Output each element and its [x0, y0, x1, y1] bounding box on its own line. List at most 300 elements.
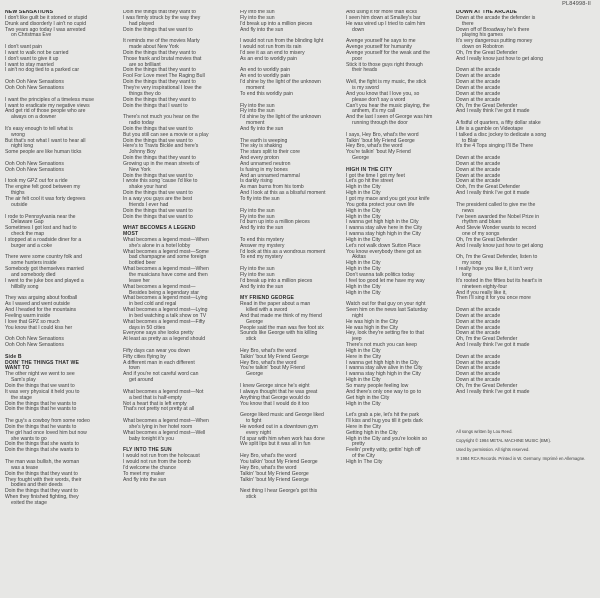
- lyric-line: Fool For Love meet The Raging Bull: [123, 73, 205, 80]
- lyric-line: Down at the arcade: [456, 155, 501, 162]
- lyric-line: I want the principles of a timeless muse: [5, 96, 94, 103]
- lyric-line-continued: jeep: [352, 336, 362, 343]
- lyric-line: Doin the things that he wants to: [5, 400, 77, 407]
- lyric-line-continued: some hunters inside: [11, 260, 57, 267]
- lyric-line: High in the City: [346, 400, 381, 407]
- lyric-line-continued: killed with a sword: [246, 307, 288, 314]
- lyric-line-continued: there: [462, 20, 474, 27]
- lyric-line: It's the 4 Tops singing I'll Be There: [456, 143, 534, 150]
- lyric-line-continued: stick: [246, 494, 257, 501]
- lyric-line: Doin the things that she wants to: [5, 447, 79, 454]
- lyric-line-continued: bodies and their deeds: [11, 482, 63, 489]
- lyric-line: Oh, I'm the Great Defender: [456, 102, 518, 109]
- catalog-number: PL84998-II: [562, 1, 591, 7]
- lyric-line: Some people are like human ticks: [5, 149, 82, 156]
- lyric-line: To end this mystery: [240, 236, 284, 243]
- lyric-line: Ooh Ooh New Sensations: [5, 79, 64, 86]
- lyric-line-continued: was a tease: [11, 464, 39, 471]
- lyric-line: I wanna stay alive alive in the City: [346, 365, 423, 372]
- lyric-line: I knew George since he's eight: [240, 383, 310, 389]
- lyric-line: High in the City: [346, 184, 381, 191]
- lyric-line-continued: bad champagne and some foreign: [129, 254, 207, 261]
- lyric-line: Oh, I'm the Great Defender, listen to: [456, 254, 538, 261]
- lyric-line: They're very inspirational I love the: [123, 84, 202, 91]
- lyric-line: Hey Bro, what's the word: [240, 359, 297, 366]
- lyric-line: Can't you hear the music playing, the: [346, 102, 430, 109]
- lyric-line: And fly into the sun: [240, 225, 284, 232]
- lyric-line: Those frank and brutal movies that: [123, 55, 202, 62]
- lyric-line: I got my mace and you got your knife: [346, 196, 430, 202]
- lyric-line-continued: night: [352, 312, 364, 319]
- lyric-line: The man was bullish, the woman: [5, 458, 80, 465]
- lyric-line: I want to walk not be carried: [5, 49, 69, 56]
- lyric-line-continued: one of my songs: [462, 231, 500, 238]
- lyric-line: An end to worldly pain: [240, 73, 291, 80]
- lyric-line-continued: anthem, it's my call: [352, 108, 396, 115]
- song-title: NEW SENSATIONS: [5, 10, 54, 15]
- lyric-line: Anything that George would do: [240, 394, 310, 401]
- lyric-line-continued: exited the stage: [11, 499, 47, 506]
- lyric-line-continued: to Blair: [462, 137, 478, 144]
- lyric-line: Fly into the sun: [240, 207, 275, 214]
- lyric-line: And fly into the sun: [123, 476, 167, 483]
- lyric-line: Down off of Broadway he's there: [456, 26, 530, 33]
- lyric-line-continued: thighs: [11, 190, 25, 197]
- lyric-line-continued: are so brilliant: [129, 61, 161, 68]
- lyric-line-continued: down: [352, 26, 365, 33]
- lyric-line: I would not run from its rain: [240, 44, 302, 51]
- lyric-line: There were some country folk and: [5, 254, 83, 261]
- lyric-line: Read in the paper about a man: [240, 301, 311, 308]
- lyric-line: I'd see it as an end to misery: [240, 49, 305, 56]
- lyric-line: I wanna get high high in the City: [346, 359, 419, 366]
- lyric-line-continued: and somebody died: [11, 271, 56, 278]
- lyric-line: I'll kiss and hug you till it gets dark: [346, 418, 423, 425]
- lyric-line: Doin the things that I want to: [123, 102, 188, 109]
- lyric-line: Down at the arcade: [456, 73, 501, 80]
- lyric-line: Down at the arcade: [456, 67, 501, 74]
- lyric-line: Life is a gamble on Videotape: [456, 125, 524, 132]
- credit-line: All songs written by Lou Reed.: [456, 428, 513, 434]
- lyric-line: Doin the things that they want to: [123, 67, 196, 74]
- lyric-line: And an unnamed mammal: [240, 172, 300, 179]
- lyric-line: Two years ago today I was arrested: [5, 26, 86, 33]
- lyric-line: And if you're not careful word can: [123, 371, 199, 378]
- lyric-line: Down at the arcade: [456, 359, 501, 366]
- lyric-line-continued: playing his games: [462, 32, 503, 39]
- lyric-line: And get rid of those people who are: [5, 108, 86, 115]
- lyric-line: And unnamed neutron: [240, 160, 291, 167]
- lyric-line: Talkin' 'bout My Friend George: [240, 353, 309, 360]
- lyric-line: And I really know just how to get along: [456, 55, 543, 62]
- lyric-line: Everyone says she looks pretty: [123, 330, 194, 337]
- lyric-line: And fly into the sun: [240, 283, 284, 290]
- lyric-line-continued: George: [352, 155, 369, 162]
- lyric-line: Down at the arcade: [456, 90, 501, 97]
- lyric-line: Down at the arcade: [456, 79, 501, 86]
- lyric-line: You talkin' 'bout My Friend George: [240, 458, 318, 465]
- lyric-line-continued: Besides being a legendary star: [129, 289, 199, 296]
- lyric-line-continued: radio today: [129, 120, 155, 127]
- lyric-line: High in the City: [346, 347, 381, 354]
- lyric-line: High in the City and you're lookin so: [346, 435, 428, 442]
- lyric-line: Stick it to those guys right through: [346, 61, 423, 68]
- lyric-line: Talkin' 'bout My Friend George: [240, 470, 309, 477]
- lyric-line: High in the City: [346, 283, 381, 290]
- lyric-line: I wanna stay high high in the City: [346, 231, 421, 238]
- lyric-line: Well, the fight is my music, the stick: [346, 79, 427, 86]
- lyric-line-continued: of the City: [352, 453, 375, 460]
- lyric-line: To end this worldly pain: [240, 90, 293, 97]
- lyric-line-continued: friends I ever had: [129, 201, 169, 208]
- lyric-line: Down at the arcade: [456, 324, 501, 331]
- song-title: WANT TO: [5, 365, 30, 372]
- lyric-line-continued: New York: [129, 166, 151, 173]
- lyric-line: When they finished fighting, they: [5, 494, 79, 501]
- lyric-line: I always thought that he was great: [240, 388, 318, 395]
- lyric-line: Fly into the sun: [240, 213, 275, 220]
- lyric-line: Doin the things that we want to: [123, 172, 193, 179]
- lyric-line: I really hope you like it, it isn't very: [456, 266, 534, 273]
- lyric-line: High in the City: [346, 236, 381, 243]
- lyric-line: I feel too good let me have my way: [346, 277, 425, 284]
- lyric-line: Seen him on the news last Saturday: [346, 307, 428, 314]
- lyric-line-continued: she's alone in a hotel lobby: [129, 242, 191, 249]
- lyric-line: And using it for more than kicks: [346, 10, 418, 15]
- lyric-line: What becomes a legend most—When: [123, 236, 209, 243]
- lyric-line: And I headed for the mountains: [5, 307, 77, 314]
- lyric-line: High in the City: [346, 260, 381, 267]
- lyric-line: Answer my mystery: [240, 242, 285, 249]
- lyric-line: You know that I would do it too: [240, 400, 309, 407]
- lyric-line: Doin the things that they want to: [123, 49, 196, 56]
- lyric-line: What becomes a legend most—: [123, 283, 196, 290]
- lyric-line: Ooh Ooh New Sensations: [5, 166, 64, 173]
- lyric-line-continued: running through the door: [352, 120, 408, 127]
- lyric-line-continued: moment: [246, 120, 265, 127]
- lyric-line-continued: she wants to go: [11, 435, 47, 442]
- lyric-line: I seen him down at Smalley's bar: [346, 14, 421, 21]
- lyric-line-continued: George: [246, 371, 263, 378]
- lyric-line: People said the man was five foot six: [240, 324, 324, 331]
- lyric-line: Doin the things that we want to: [123, 213, 193, 220]
- lyric-line: The president called to give me the: [456, 201, 536, 208]
- lyric-line: I would not run from the holocaust: [123, 453, 200, 460]
- lyric-line: Then I'll sing it for you once more: [456, 295, 531, 302]
- lyric-line: I've been awarded the Nobel Prize in: [456, 213, 540, 220]
- lyric-line: As an end to worldly pain: [240, 55, 297, 62]
- lyric-line: Down at the arcade: [456, 172, 501, 179]
- lyric-line: Doin the things that we want to: [123, 26, 193, 33]
- lyric-line: What becomes a legend most—Some: [123, 248, 209, 255]
- lyric-line: I love that GPZ so much: [5, 318, 60, 325]
- lyric-line-continued: had played: [129, 20, 154, 27]
- lyric-line: You gotta protect your own life: [346, 201, 415, 208]
- lyric-line: Down at the arcade: [456, 84, 501, 91]
- lyric-line: High in the City: [346, 289, 381, 296]
- lyric-line-continued: Akitas: [352, 254, 366, 261]
- lyric-line: Doin the things that he wants to: [5, 423, 77, 430]
- lyric-line: Ooh Ooh New Sensations: [5, 342, 64, 349]
- lyric-line: I wanna get high high in the City: [346, 219, 419, 226]
- lyric-line: I'd shine by the light of the unknown: [240, 114, 321, 121]
- lyric-line-continued: my song: [462, 260, 482, 267]
- lyric-line-continued: nineteen eighty-four: [462, 283, 508, 290]
- lyric-line: What becomes a legend most—Well: [123, 429, 206, 436]
- lyric-line-continued: night long: [11, 143, 34, 150]
- lyric-line: Get high in the City: [346, 394, 390, 401]
- lyric-line: Let's go hit the street: [346, 178, 394, 185]
- lyric-line: And every proton: [240, 155, 279, 162]
- lyric-line-continued: to fight: [246, 418, 262, 425]
- lyric-line: Growing up in the mean streets of: [123, 160, 200, 167]
- lyric-line: Watch out for that guy on your right: [346, 301, 426, 308]
- lyric-line: High in the City: [346, 266, 381, 273]
- lyric-line: Doin the things that they want to: [5, 470, 78, 477]
- lyric-line: Let's grab a pie, let's hit the park: [346, 412, 420, 419]
- lyric-line: Here in the City: [346, 423, 382, 430]
- lyric-line-continued: a bed that is half-empty: [129, 394, 182, 401]
- lyric-line: And I look at this as a blissful moment: [240, 190, 326, 197]
- lyric-line: I wanna stay high high in the City: [346, 371, 421, 378]
- lyric-line: What becomes a legend most—Not: [123, 388, 204, 395]
- lyric-line: Hey Bro, what's the word: [240, 347, 297, 354]
- lyric-line-continued: shake your hand: [129, 184, 167, 191]
- lyric-line-continued: in bed cold and regal: [129, 301, 177, 308]
- lyric-line: Sometimes I got lost and had to: [5, 225, 77, 232]
- lyric-line: Here's to Travis Bickle and here's: [123, 143, 199, 150]
- credit-line: ℗ 1984 RCA Records. Printed in W. Germany. Imprimé en Allemagne.: [456, 455, 586, 461]
- lyric-line: At least as pretty as a legend should: [123, 336, 206, 343]
- lyric-line: And I really know just how to get along: [456, 242, 543, 249]
- credit-line: Copyright © 1984 METAL MACHINE MUSIC (BMI).: [456, 437, 551, 443]
- lyric-line: What becomes a legend most—Lying: [123, 295, 208, 302]
- lyric-line-continued: poor: [352, 55, 363, 62]
- lyric-line: Drunk and disorderly I ain't no cupid: [5, 20, 87, 27]
- lyric-line: What becomes a legend most—When: [123, 266, 209, 273]
- lyric-line: I wrote this song 'cause I'd like to: [123, 178, 198, 185]
- lyrics-column-2: [123, 10, 238, 594]
- lyric-line: Down at the arcade: [456, 96, 501, 103]
- lyric-line: They was arguing about football: [5, 295, 78, 302]
- lyric-line: Fly into the sun: [240, 102, 275, 109]
- lyric-line: I'd spar with him when work has done: [240, 435, 325, 442]
- song-title: MY FRIEND GEORGE: [240, 295, 295, 302]
- lyric-line: Hey Bro, what's the word: [346, 143, 403, 150]
- stanza-break: [456, 419, 596, 425]
- lyric-line: Fly into the sun: [240, 108, 275, 115]
- lyric-line: He was high in the City: [346, 318, 399, 325]
- lyric-line: Oh, I'm the Great Defender: [456, 336, 518, 343]
- lyric-line-continued: bottled beer: [129, 260, 156, 267]
- lyric-line: So many people feeling low: [346, 383, 409, 389]
- song-title: HIGH IN THE CITY: [346, 166, 393, 173]
- lyric-line: Ooh Ooh New Sensations: [5, 84, 64, 91]
- lyric-line-continued: baby tonight it's you: [129, 435, 174, 442]
- lyric-line: Don't wanna talk politics today: [346, 271, 415, 278]
- lyric-line: As I waved and went outside: [5, 301, 70, 308]
- lyric-line: Doin the things that they want to: [123, 10, 196, 15]
- song-title: DOWN AT THE ARCADE: [456, 10, 518, 15]
- lyric-line: Is fusing in my bones: [240, 166, 288, 173]
- lyric-line: Down at the arcade: [456, 371, 501, 378]
- lyric-line-continued: news: [462, 207, 474, 214]
- lyric-line: In a way you guys are the best: [123, 196, 193, 202]
- lyric-line-continued: the stage: [11, 394, 32, 401]
- lyric-line: Doin the things that we want to: [123, 137, 193, 144]
- lyric-line: And I really think I've got it made: [456, 342, 530, 349]
- lyric-line: They fought with their words, their: [5, 476, 82, 483]
- lyric-line: Doin the things that they want to: [123, 155, 196, 162]
- song-title: DOIN' THE THINGS THAT WE: [5, 359, 80, 366]
- lyric-line: I wanna stay alive here in the City: [346, 225, 423, 232]
- lyric-line-continued: wrong: [11, 131, 25, 138]
- lyric-line-continued: get around: [129, 377, 154, 384]
- lyric-line: I took my GPZ out for a ride: [5, 178, 68, 185]
- song-title: MOST: [123, 231, 139, 238]
- lyric-line: I says, Hey Bro, what's the word: [346, 131, 419, 138]
- lyric-line: The girl had once loved him but now: [5, 429, 87, 436]
- lyrics-column-1: [5, 10, 118, 594]
- lyric-line: Doin the things that she wants to: [5, 441, 79, 448]
- lyric-line: The guy's a cowboy from some rodeo: [5, 418, 90, 425]
- lyric-line: Down at the arcade: [456, 318, 501, 325]
- lyric-line: That's not pretty not pretty at all: [123, 406, 195, 413]
- lyric-line: I rode to Pennsylvania near the: [5, 213, 76, 220]
- lyric-line-continued: moment: [246, 84, 265, 91]
- lyric-line: I would not run from the bomb: [123, 458, 191, 465]
- lyric-line: To end my mystery: [240, 254, 283, 261]
- lyric-line: Not a heart that is left empty: [123, 400, 187, 407]
- lyric-line: Feelin' pretty witty, gettin' high off: [346, 447, 421, 454]
- lyric-line-continued: Delaware Gap: [11, 219, 44, 226]
- lyric-line: Oh, I'm the Great Defender: [456, 383, 518, 389]
- credit-line: Used by permission. All rights reserved.: [456, 446, 530, 452]
- lyric-line: High in the City: [346, 207, 381, 214]
- lyric-line: A different man in each different: [123, 359, 195, 366]
- lyric-line-continued: the musicians have come and then: [129, 271, 208, 278]
- lyric-line-continued: Sam's play: [11, 377, 36, 384]
- lyric-line: The air felt cool it was forty degrees: [5, 196, 86, 202]
- lyric-line: Avenge yourself for the weak and the: [346, 49, 431, 56]
- lyric-line: And Stevie Wonder wants to record: [456, 225, 537, 232]
- lyric-line: And fly into the sun: [240, 26, 284, 33]
- lyric-line-continued: town: [129, 365, 140, 372]
- lyric-line: Oh, I'm the Great Defender: [456, 49, 518, 56]
- lyric-line: Sounds like George with his killing: [240, 330, 318, 337]
- song-title: FLY INTO THE SUN: [123, 447, 172, 454]
- lyric-line: Down at the arcade: [456, 312, 501, 319]
- lyric-line: Fly into the sun: [240, 10, 275, 15]
- lyric-line: To fly into the sun: [240, 196, 280, 202]
- lyric-line-continued: pretty: [352, 441, 365, 448]
- lyric-line: Getting high in the City: [346, 429, 398, 436]
- lyric-line-continued: please don't say a word: [352, 96, 406, 103]
- lyric-line-continued: their heads: [352, 67, 378, 74]
- lyric-line-continued: stick: [246, 336, 257, 343]
- lyric-line: Down at the arcade: [456, 178, 501, 185]
- lyric-line: What becomes a legend most—Fifty: [123, 318, 206, 325]
- lyric-line: High In The City: [346, 458, 383, 465]
- lyric-line: There's not much you can keep: [346, 342, 417, 349]
- lyric-line-continued: always on a downer: [11, 114, 57, 121]
- lyric-line: And you know that I love you, so: [346, 90, 420, 97]
- lyric-line: I would not run from the blinding light: [240, 38, 324, 45]
- lyric-line: Hey Bro, what's the word: [240, 453, 297, 460]
- lyric-line-continued: long: [462, 271, 472, 278]
- lyric-line: He was wired up I tried to calm him: [346, 20, 426, 27]
- lyric-line: I don't like guilt be it stoned or stupid: [5, 14, 88, 21]
- lyric-line: It reminds me of the movies Marty: [123, 38, 200, 45]
- lyric-line: Fly into the sun: [240, 271, 275, 278]
- lyric-line: And the last I seen of George was him: [346, 114, 433, 121]
- lyric-line: Ooh, I'm the Great Defender: [456, 184, 521, 191]
- lyric-line: Down at the arcade: [456, 166, 501, 173]
- lyric-line: As man burns from his tomb: [240, 184, 304, 191]
- lyric-line: Feeling warm inside: [5, 312, 51, 319]
- lyric-line: I want to eradicate my negative views: [5, 102, 90, 109]
- lyric-line: George liked music and George liked: [240, 412, 324, 419]
- lyric-line-continued: on Christmas Eve: [11, 32, 52, 39]
- lyric-line-continued: burger and a coke: [11, 242, 53, 249]
- lyric-line: To meet my maker: [123, 470, 165, 477]
- lyric-line: And I really think I've got it made: [456, 190, 530, 197]
- lyric-line: He worked out in a downtown gym: [240, 423, 318, 430]
- lyric-line: You know that I could kiss her: [5, 324, 73, 331]
- lyric-line: Doin the things that they want to: [123, 96, 196, 103]
- lyric-line: Fly into the sun: [240, 14, 275, 21]
- lyric-line-continued: hillbilly song: [11, 283, 39, 290]
- lyric-line: You know everybody there got an: [346, 248, 422, 255]
- lyric-line-continued: she's lying in her hotel room: [129, 423, 193, 430]
- lyric-line: I was firmly struck by the way they: [123, 14, 201, 21]
- lyric-line: Ooh Ooh New Sensations: [5, 160, 64, 167]
- lyric-line: Doin the things that they want to: [5, 488, 78, 495]
- lyric-line: And fly into the sun: [240, 125, 284, 132]
- lyric-line: An end to worldly pain: [240, 67, 291, 74]
- lyric-line: Talkin' 'bout My Friend George: [240, 476, 309, 483]
- lyric-line: I don't want to give it up: [5, 55, 59, 62]
- lyric-line: Doin the things that we want to: [123, 125, 193, 132]
- lyric-line: The engine felt good between my: [5, 184, 81, 191]
- lyric-line: Avenge yourself he says to me: [346, 38, 416, 45]
- lyric-line: Doin the things that he wants to: [5, 406, 77, 413]
- lyric-line: Down at the arcade: [456, 365, 501, 372]
- lyrics-column-5: [456, 10, 596, 594]
- lyric-line: The earth is weeping: [240, 137, 288, 144]
- song-title: Side B: [5, 353, 22, 360]
- lyric-line: What becomes a legend most—Lying: [123, 307, 208, 314]
- lyric-line-continued: in bed watching a talk show on TV: [129, 312, 207, 319]
- lyric-line: I don't want pain: [5, 44, 42, 51]
- lyric-line: He was high in the City: [346, 324, 399, 331]
- lyric-line: It's very dangerous putting money: [456, 38, 533, 45]
- lyric-line: But you still can see a movie or a play: [123, 131, 209, 138]
- lyric-line: I'd break up into a million pieces: [240, 277, 313, 284]
- lyric-line: It's easy enough to tell what is: [5, 125, 73, 132]
- lyric-line: High in the City: [346, 190, 381, 197]
- lyric-line: Here in the City: [346, 353, 382, 360]
- lyric-line: Ooh Ooh New Sensations: [5, 336, 64, 343]
- lyric-line: Down at the arcade: [456, 160, 501, 167]
- lyric-line: I'd break up into a million pieces: [240, 20, 313, 27]
- song-title: WHAT BECOMES A LEGEND: [123, 225, 196, 232]
- lyric-line: And there's only one way to go to: [346, 388, 422, 395]
- lyric-line: The stars split to their core: [240, 149, 301, 156]
- lyric-line: I went to the juke box and played a: [5, 277, 84, 284]
- lyric-line-continued: George: [246, 318, 263, 325]
- lyric-line-continued: Johnny Boy: [129, 149, 156, 156]
